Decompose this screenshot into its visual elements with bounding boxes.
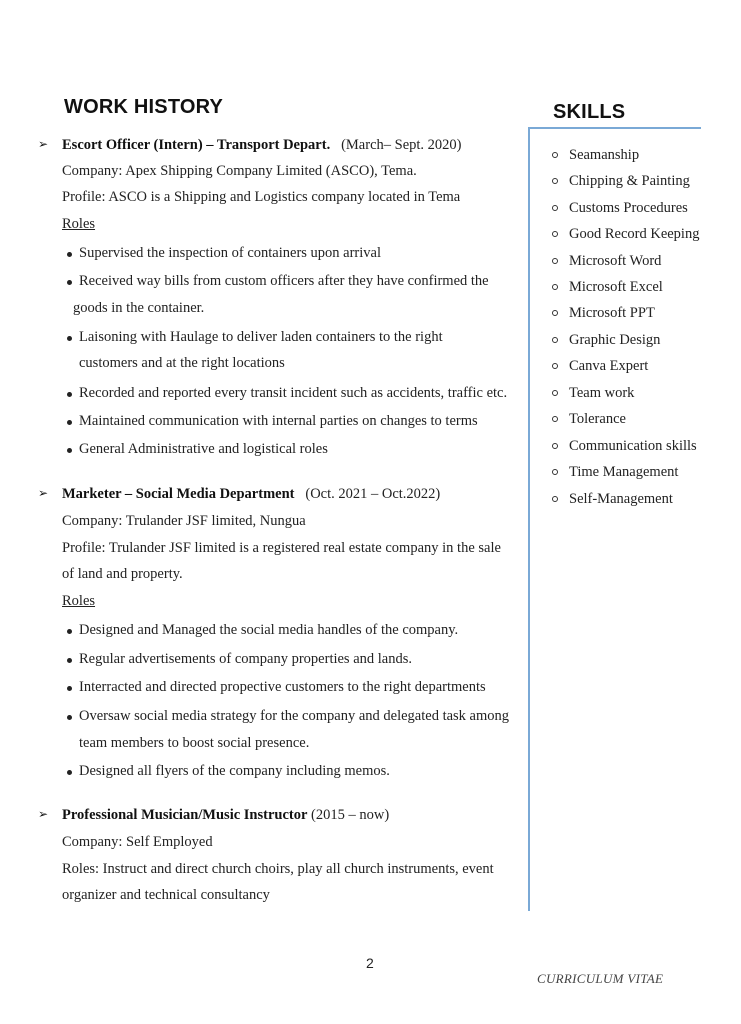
skills-heading: SKILLS [553, 101, 626, 123]
arrow-bullet-icon: ➢ [38, 137, 49, 151]
bullet-icon [67, 715, 72, 720]
circle-bullet-icon [552, 205, 558, 211]
job-2-profile-continued: of land and property. [62, 566, 183, 582]
circle-bullet-icon [552, 363, 558, 369]
skill-item: Communication skills [569, 438, 697, 454]
job-3-header [62, 806, 389, 824]
bullet-icon [67, 658, 72, 663]
job-2-role: Interracted and directed propective customers to the right departments [79, 679, 486, 695]
circle-bullet-icon [552, 390, 558, 396]
bullet-icon [67, 336, 72, 341]
skills-heading-rule [528, 127, 701, 129]
job-1-header [62, 136, 461, 154]
circle-bullet-icon [552, 416, 558, 422]
bullet-icon [67, 770, 72, 775]
job-2-role: Designed all flyers of the company including memos. [79, 763, 390, 779]
skill-item: Canva Expert [569, 358, 649, 374]
skill-item: Chipping & Painting [569, 173, 690, 189]
job-1-role: Recorded and reported every transit incident such as accidents, traffic etc. [79, 385, 508, 401]
job-1-role: General Administrative and logistical roles [79, 441, 328, 457]
job-1-title: Escort Officer (Intern) – Transport Depart. [62, 137, 331, 153]
job-1-role: Laisoning with Haulage to deliver laden containers to the right [79, 329, 443, 345]
job-2-header [62, 485, 440, 503]
page-number: 2 [366, 955, 374, 971]
job-1-profile: Profile: ASCO is a Shipping and Logistics company located in Tema [62, 189, 461, 205]
skill-item: Good Record Keeping [569, 226, 700, 242]
job-1-role: Supervised the inspection of containers upon arrival [79, 245, 382, 261]
job-3-roles-continued: organizer and technical consultancy [62, 887, 270, 903]
bullet-icon [67, 448, 72, 453]
job-2-roles-label: Roles [62, 593, 96, 609]
job-1-company: Company: Apex Shipping Company Limited (ASCO), Tema. [62, 163, 417, 179]
job-2-dates: (Oct. 2021 – Oct.2022) [305, 486, 441, 502]
job-2-company: Company: Trulander JSF limited, Nungua [62, 513, 306, 529]
footer-label: CURRICULUM VITAE [537, 971, 664, 986]
skill-item: Customs Procedures [569, 200, 688, 216]
circle-bullet-icon [552, 152, 558, 158]
job-2-role-continued: team members to boost social presence. [79, 735, 310, 751]
job-3-dates: (2015 – now) [311, 807, 390, 823]
skill-item: Team work [569, 385, 635, 401]
skill-item: Microsoft Word [569, 253, 662, 269]
bullet-icon [67, 280, 72, 285]
job-2-role: Oversaw social media strategy for the company and delegated task among [79, 708, 510, 724]
bullet-icon [67, 252, 72, 257]
job-3-roles: Roles: Instruct and direct church choirs, play all church instruments, event [62, 861, 494, 877]
arrow-bullet-icon: ➢ [38, 807, 49, 821]
job-1-role: Maintained communication with internal parties on changes to terms [79, 413, 478, 429]
skill-item: Microsoft Excel [569, 279, 663, 295]
circle-bullet-icon [552, 469, 558, 475]
work-history-heading: WORK HISTORY [64, 96, 224, 118]
circle-bullet-icon [552, 284, 558, 290]
circle-bullet-icon [552, 258, 558, 264]
bullet-icon [67, 629, 72, 634]
skill-item: Microsoft PPT [569, 305, 655, 321]
circle-bullet-icon [552, 496, 558, 502]
job-1-role-continued: customers and at the right locations [79, 355, 285, 371]
job-3-company: Company: Self Employed [62, 834, 213, 850]
job-2-role: Regular advertisements of company properties and lands. [79, 651, 412, 667]
skill-item: Seamanship [569, 147, 640, 163]
circle-bullet-icon [552, 337, 558, 343]
bullet-icon [67, 420, 72, 425]
job-1-dates: (March– Sept. 2020) [341, 137, 462, 153]
skill-item: Graphic Design [569, 332, 661, 348]
job-2-profile: Profile: Trulander JSF limited is a registered real estate company in the sale [62, 540, 501, 556]
arrow-bullet-icon: ➢ [38, 486, 49, 500]
job-2-role: Designed and Managed the social media handles of the company. [79, 622, 459, 638]
job-2-title: Marketer – Social Media Department [62, 486, 295, 502]
job-1-role-continued: goods in the container. [73, 300, 205, 316]
skill-item: Tolerance [569, 411, 626, 427]
circle-bullet-icon [552, 231, 558, 237]
job-1-roles-label: Roles [62, 216, 96, 232]
job-1-role: Received way bills from custom officers after they have confirmed the [79, 273, 489, 289]
job-3-title: Professional Musician/Music Instructor [62, 807, 308, 823]
bullet-icon [67, 392, 72, 397]
skill-item: Time Management [569, 464, 679, 480]
column-divider [528, 127, 530, 911]
bullet-icon [67, 686, 72, 691]
circle-bullet-icon [552, 310, 558, 316]
skill-item: Self-Management [569, 491, 673, 507]
circle-bullet-icon [552, 443, 558, 449]
circle-bullet-icon [552, 178, 558, 184]
